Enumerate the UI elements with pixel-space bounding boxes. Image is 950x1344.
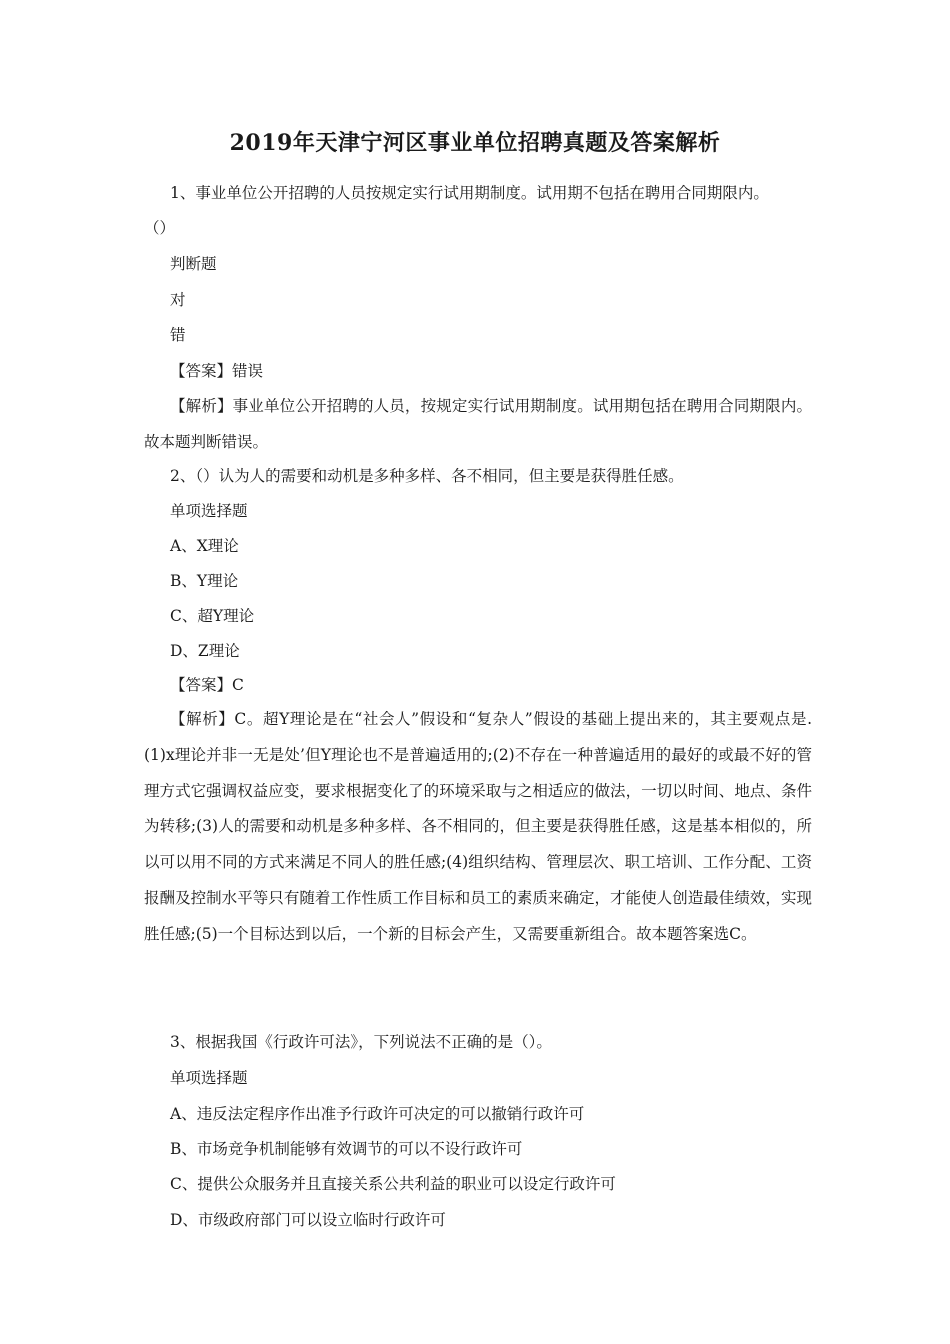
question-3-option-c: C、提供公众服务并且直接关系公共利益的职业可以设定行政许可 (170, 1175, 616, 1193)
question-2-type: 单项选择题 (170, 502, 248, 520)
question-2-analysis: 【解析】C。超Y理论是在“社会人”假设和“复杂人”假设的基础上提出来的，其主要观点是.(1)x理论并非一无是处’但Y理论也不是普遍适用的;(2)不存在一种普遍适用的最好的或最不好的管理方式它强调权益应变，要求根据变化了的环境采取与之相适应的做法，一切以时间、地点、条件为转移;(3)人的需要和动机是多种多样、各不相同的，但主要是获得胜任感，这是基本相似的，所以可以用不同的方式来满足不同人的胜任感;(4)组织结构、管理层次、职工培训、工作分配、工资报酬及控制水平等只有随着工作性质工作目标和员工的素质来确定，才能使人创造最佳绩效，实现胜任感;(5)一个目标达到以后，一个新的目标会产生，又需要重新组合。故本题答案选C。 (144, 710, 812, 943)
question-1-answer: 【答案】错误 (170, 362, 264, 380)
question-1-option-b: 错 (170, 326, 186, 344)
question-1-option-a: 对 (170, 291, 186, 309)
question-2-stem: 2、（）认为人的需要和动机是多种多样、各不相同，但主要是获得胜任感。 (170, 467, 684, 485)
question-3-option-d: D、市级政府部门可以设立临时行政许可 (170, 1211, 446, 1229)
question-3-option-b: B、市场竞争机制能够有效调节的可以不设行政许可 (170, 1140, 523, 1158)
question-2-option-c: C、超Y理论 (170, 607, 255, 625)
question-1-stem-tail: （） (144, 219, 176, 237)
question-1-stem: 1、事业单位公开招聘的人员按规定实行试用期制度。试用期不包括在聘用合同期限内。 (170, 184, 769, 202)
question-2-option-d: D、Z理论 (170, 642, 240, 660)
question-2-option-b: B、Y理论 (170, 572, 239, 590)
question-2-option-a: A、X理论 (170, 537, 239, 555)
question-3-stem: 3、根据我国《行政许可法》，下列说法不正确的是（）。 (170, 1033, 552, 1051)
page-title: 2019年天津宁河区事业单位招聘真题及答案解析 (229, 130, 721, 156)
question-3-option-a: A、违反法定程序作出准予行政许可决定的可以撤销行政许可 (170, 1105, 585, 1123)
question-3-type: 单项选择题 (170, 1069, 248, 1087)
question-1-type: 判断题 (170, 255, 217, 273)
question-2-answer: 【答案】C (170, 676, 244, 694)
question-1-analysis: 【解析】事业单位公开招聘的人员，按规定实行试用期制度。试用期包括在聘用合同期限内。故本题判断错误。 (144, 397, 812, 451)
